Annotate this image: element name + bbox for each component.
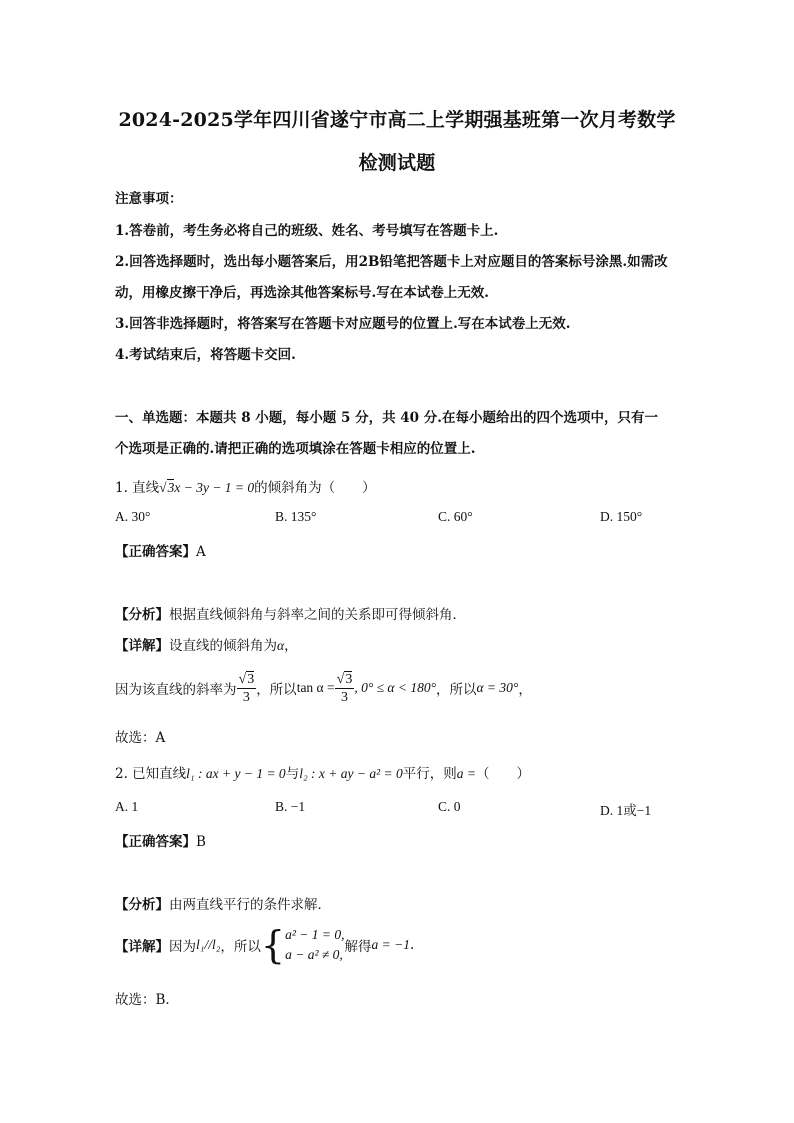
notice-item-1: 1.答卷前，考生务必将自己的班级、姓名、考号填写在答题卡上.	[115, 223, 499, 239]
analysis-label: 【分析】	[115, 607, 169, 623]
section-heading-cont: 个选项是正确的.请把正确的选项填涂在答题卡相应的位置上.	[115, 441, 476, 457]
question-2-prefix: 2. 已知直线	[115, 766, 187, 782]
q2-option-b: B. −1	[275, 799, 306, 814]
notice-item-2: 2.回答选择题时，选出每小题答案后，用2B铅笔把答题卡上对应题目的答案标号涂黑.如需改	[115, 254, 668, 270]
analysis-text: 根据直线倾斜角与斜率之间的关系即可得倾斜角．	[169, 607, 466, 623]
q2-result: a = −1	[371, 937, 410, 952]
comma: ，	[284, 638, 298, 654]
page-title: 2024-2025学年四川省遂宁市高二上学期强基班第一次月考数学	[118, 109, 676, 131]
because-text: 因为	[169, 939, 196, 955]
q2-conclusion: 故选：B．	[115, 992, 179, 1008]
notice-item-3: 3.回答非选择题时，将答案写在答题卡对应题号的位置上.写在本试卷上无效.	[115, 316, 571, 332]
tan-expression: tan α =	[296, 680, 335, 695]
angle-range: , 0° ≤ α < 180°	[354, 680, 436, 695]
slope-text: 因为该直线的斜率为	[115, 682, 237, 698]
frac-num: 3	[247, 671, 255, 687]
page-title-line2: 检测试题	[358, 152, 436, 174]
and-text: 与	[285, 766, 300, 782]
notice-item-2-cont: 动，用橡皮擦干净后，再选涂其他答案标号.写在本试卷上无效.	[115, 285, 489, 301]
equation-rest: x − 3y − 1 = 0	[174, 480, 255, 495]
q1-answer	[115, 540, 206, 560]
frac-den: 3	[242, 689, 250, 705]
detail-label: 【详解】	[115, 638, 169, 654]
answer-value-2: B	[196, 834, 206, 850]
notice-item-4: 4.考试结束后，将答题卡交回.	[115, 347, 296, 363]
answer-paren: （ ）	[476, 766, 530, 782]
ask-a: a =	[456, 766, 476, 781]
q1-conclusion: 故选：A	[115, 730, 166, 746]
system-line-1: a² − 1 = 0,	[285, 927, 345, 942]
sqrt-arg: 3	[167, 480, 175, 495]
q2-option-a: A. 1	[115, 799, 139, 814]
analysis-label-2: 【分析】	[115, 897, 169, 913]
question-1-prefix: 1. 直线	[115, 480, 160, 496]
answer-label: 【正确答案】	[115, 544, 196, 560]
q1-option-d: D. 150°	[600, 509, 643, 524]
q1-analysis	[115, 603, 466, 623]
q2-answer	[115, 830, 206, 850]
question-1-equation: √3x − 3y − 1 = 0	[159, 480, 255, 495]
solve-text: 解得	[344, 939, 372, 955]
question-2-suffix: 平行，则	[402, 766, 457, 782]
section-heading: 一、单选题：本题共 8 小题，每小题 5 分，共 40 分.在每小题给出的四个选项中，只有一	[115, 410, 658, 426]
analysis-text-2: 由两直线平行的条件求解．	[169, 897, 331, 913]
tan-fraction: $\frac{√3}{3}$	[336, 671, 353, 705]
detail-text: 设直线的倾斜角为	[169, 638, 277, 654]
q2-option-d: D. 1或−1	[600, 803, 652, 818]
q1-detail-slope	[115, 668, 532, 708]
parallel-expression: l₁//l₂	[196, 937, 221, 952]
question-2	[115, 762, 530, 782]
equation-system	[285, 925, 344, 965]
notice-heading: 注意事项：	[115, 191, 183, 207]
detail-label-2: 【详解】	[115, 939, 169, 955]
q2-option-c: C. 0	[438, 799, 461, 814]
q1-result: α = 30°	[476, 680, 519, 695]
q1-option-b: B. 135°	[275, 509, 317, 524]
q2-analysis	[115, 893, 331, 913]
so-text-3: ，所以	[220, 939, 261, 955]
so-text-2: ，所以	[435, 682, 477, 698]
so-text: ，所以	[256, 682, 297, 698]
period: .	[409, 937, 415, 953]
answer-value: A	[196, 544, 206, 560]
question-1	[115, 476, 376, 496]
frac-num-2: 3	[345, 671, 353, 687]
q1-option-c: C. 60°	[438, 509, 473, 524]
system-brace: {	[260, 923, 286, 967]
q1-option-a: A. 30°	[115, 509, 151, 524]
line-l1: l₁ : ax + y − 1 = 0	[186, 766, 286, 781]
frac-den-2: 3	[340, 689, 348, 705]
slope-fraction: $\frac{√3}{3}$	[238, 671, 255, 705]
q1-detail	[115, 634, 298, 654]
end-comma: ，	[518, 682, 532, 698]
question-1-suffix: 的倾斜角为（ ）	[254, 480, 376, 496]
q2-detail	[115, 922, 414, 968]
system-line-2: a − a² ≠ 0,	[285, 947, 343, 962]
answer-label-2: 【正确答案】	[115, 834, 196, 850]
alpha-symbol: α	[277, 638, 285, 653]
line-l2: l₂ : x + ay − a² = 0	[299, 766, 403, 781]
